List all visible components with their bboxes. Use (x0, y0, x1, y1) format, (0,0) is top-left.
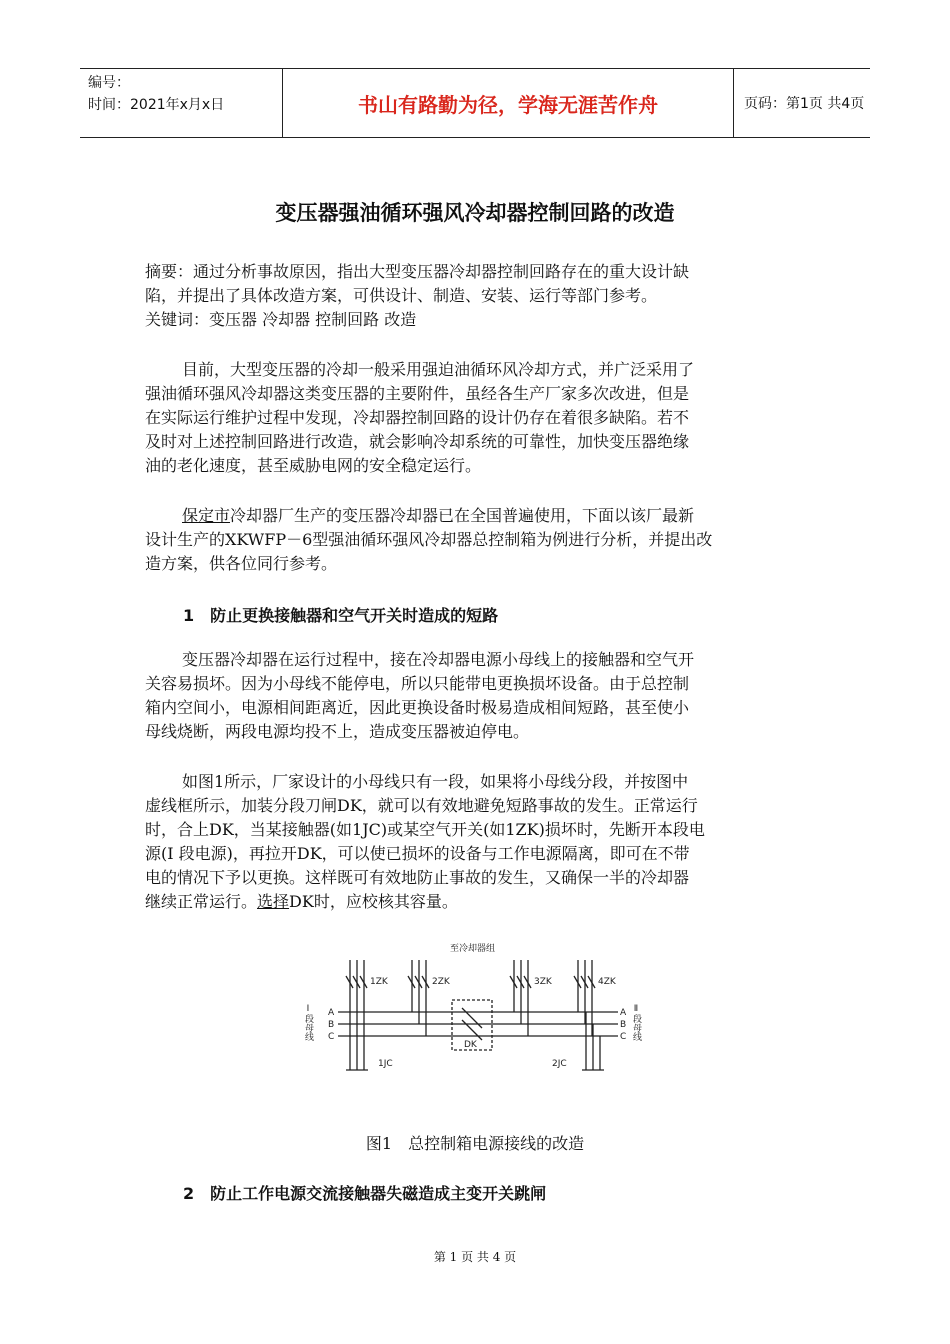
phase-b-right: B (620, 1020, 627, 1030)
paragraph-line: 设计生产的XKWFP－6型强油循环强风冷却器总控制箱为例进行分析，并提出改 (145, 530, 713, 549)
paragraph-line: 电的情况下予以更换。这样既可有效地防止事故的发生，又确保一半的冷却器 (145, 868, 690, 887)
label-2zk: 2ZK (432, 977, 450, 987)
label-dk: DK (464, 1040, 477, 1050)
label-4zk: 4ZK (598, 977, 616, 987)
paragraph-line: 箱内空间小，电源相间距离近，因此更换设备时极易造成相间短路，甚至使小 (145, 698, 690, 717)
underlined-place: 保定市 (182, 506, 231, 525)
paragraph-text: DK时，应校核其容量。 (289, 892, 458, 911)
header-motto: 书山有路勤为径，学海无涯苦作舟 (282, 69, 734, 137)
paragraph-line: 油的老化速度，甚至威胁电网的安全稳定运行。 (145, 456, 482, 475)
paragraph-line: 母线烧断，两段电源均投不上，造成变压器被迫停电。 (145, 722, 530, 741)
paragraph-line: 源(Ⅰ 段电源)，再拉开DK，可以使已损坏的设备与工作电源隔离，即可在不带 (145, 844, 690, 863)
header-page-info: 页码：第1页 共4页 (744, 96, 865, 112)
paragraph-4 (145, 770, 810, 914)
left-bus-label: Ⅰ段母线 (303, 1004, 313, 1041)
paragraph-line: 关容易损坏。因为小母线不能停电，所以只能带电更换损坏设备。由于总控制 (145, 674, 690, 693)
paragraph-line (145, 890, 810, 914)
date-label: 时间：2021年x月x日 (88, 97, 225, 113)
paragraph-2 (145, 504, 810, 576)
paragraph-line: 及时对上述控制回路进行改造，就会影响冷却系统的可靠性，加快变压器绝缘 (145, 432, 690, 451)
figure-top-label: 至冷却器组 (450, 944, 496, 954)
label-2jc: 2JC (552, 1059, 567, 1069)
paragraph-line: 强油循环强风冷却器这类变压器的主要附件，虽经各生产厂家多次改进，但是 (145, 384, 690, 403)
phase-b-left: B (328, 1020, 335, 1030)
phase-c-right: C (620, 1032, 627, 1042)
keywords-line: 关键词：变压器 冷却器 控制回路 改造 (145, 310, 417, 329)
paragraph-line: 造方案，供各位同行参考。 (145, 554, 338, 573)
label-1zk: 1ZK (370, 977, 388, 987)
abstract-line: 摘要：通过分析事故原因，指出大型变压器冷却器控制回路存在的重大设计缺 (145, 262, 690, 281)
document-title: 变压器强油循环强风冷却器控制回路的改造 (275, 201, 675, 225)
paragraph-text: 冷却器厂生产的变压器冷却器已在全国普遍使用，下面以该厂最新 (230, 506, 695, 525)
paragraph-line (145, 504, 810, 528)
paragraph-line: 如图1所示，厂家设计的小母线只有一段，如果将小母线分段，并按图中 (182, 772, 689, 791)
number-label: 编号： (88, 75, 130, 91)
label-1jc: 1JC (378, 1059, 393, 1069)
underlined-word: 选择 (257, 892, 290, 911)
paragraph-1 (145, 358, 810, 478)
paragraph-line: 虚线框所示，加装分段刀闸DK，就可以有效地避免短路事故的发生。正常运行 (145, 796, 698, 815)
right-bus-label: Ⅱ段母线 (631, 1004, 641, 1041)
label-3zk: 3ZK (534, 977, 552, 987)
header-left-cell (80, 69, 282, 137)
figure-caption: 图1 总控制箱电源接线的改造 (365, 1134, 585, 1153)
paragraph-line: 时，合上DK，当某接触器(如1JC)或某空气开关(如1ZK)损坏时，先断开本段电 (145, 820, 705, 839)
paragraph-line: 在实际运行维护过程中发现，冷却器控制回路的设计仍存在着很多缺陷。若不 (145, 408, 690, 427)
paragraph-3 (145, 648, 810, 744)
wiring-diagram (300, 938, 650, 1090)
phase-a-left: A (328, 1008, 335, 1018)
phase-c-left: C (328, 1032, 335, 1042)
paragraph-line: 变压器冷却器在运行过程中，接在冷却器电源小母线上的接触器和空气开 (182, 650, 695, 669)
page-footer: 第 1 页 共 4 页 (433, 1250, 517, 1264)
abstract-block (145, 260, 810, 332)
paragraph-text: 继续正常运行。 (145, 892, 258, 911)
abstract-line: 陷，并提出了具体改造方案，可供设计、制造、安装、运行等部门参考。 (145, 286, 658, 305)
phase-a-right: A (620, 1008, 627, 1018)
section-heading-1: 1 防止更换接触器和空气开关时造成的短路 (183, 606, 499, 625)
paragraph-line: 目前，大型变压器的冷却一般采用强迫油循环风冷却方式，并广泛采用了 (182, 360, 695, 379)
section-heading-2: 2 防止工作电源交流接触器失磁造成主变开关跳闸 (183, 1184, 547, 1203)
header-table (80, 68, 870, 138)
